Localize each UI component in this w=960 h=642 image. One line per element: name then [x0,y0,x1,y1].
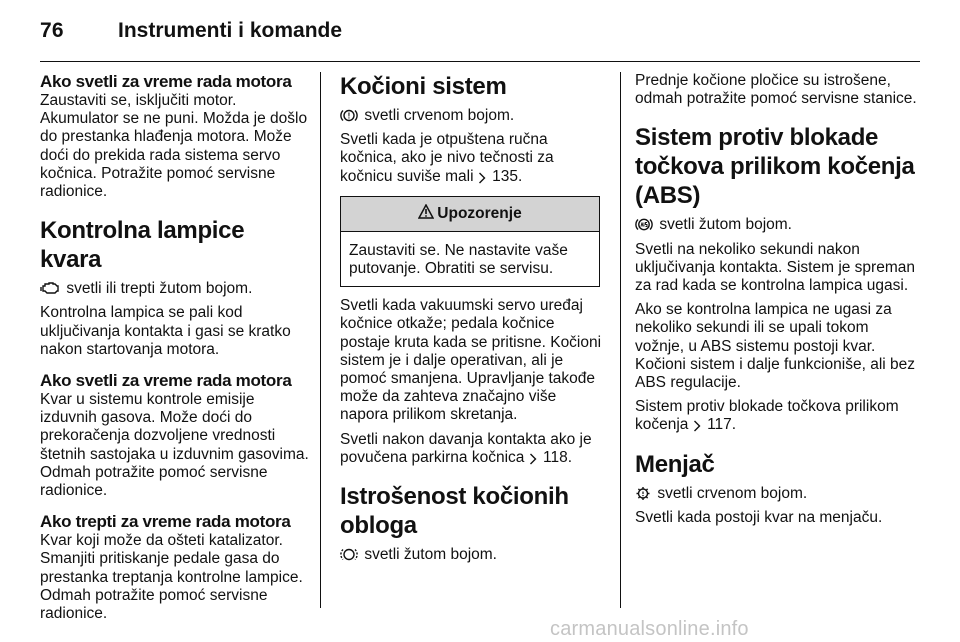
paragraph: Prednje kočione pločice su istrošene, odmah potražite pomoć servisne stanice. [635,72,917,108]
svg-text:!: ! [347,111,351,121]
warning-triangle-icon [418,204,434,224]
chapter-title: Instrumenti i komande [118,19,343,42]
page-reference-icon [478,172,486,184]
intro-text: svetli ili trepti žutom bojom. [66,280,253,298]
warning-box [340,196,600,287]
paragraph: Zaustaviti se, isključiti motor. Akumulator se ne puni. Možda je došlo do prestanka hlađenja motora. Može doći do prekida rada sistema servo kočnica. Potražite pomoć servisne radionice. [40,92,308,201]
column-divider-1 [320,72,321,608]
intro-text: svetli crvenom bojom. [657,484,808,502]
abs-icon [635,217,653,232]
warning-text: Zaustaviti se. Ne nastavite vaše putovanje. Obratiti se servisu. [349,241,568,278]
paragraph: Ako se kontrolna lampica ne ugasi za nekoliko sekundi ili se upali tokom vožnje, u ABS sistemu postoji kvar. Kočioni sistem i dalje funkcioniše, ali bez ABS regulacije. [635,301,915,392]
section-heading-flashes-while-running: Ako trepti za vreme rada motora [40,512,291,532]
paragraph-intro [635,485,920,503]
paragraph [340,131,604,186]
paragraph: Kontrolna lampica se pali kod uključivanja kontakta i gasi se kratko nakon startovanja motora. [40,304,291,358]
paragraph-intro [340,546,604,564]
page-number: 76 [40,19,64,42]
brake-warning-icon [340,108,358,123]
heading-gearbox: Menjač [635,450,715,478]
engine-check-icon [40,281,60,296]
heading-abs: Sistem protiv blokade točkova prilikom kočenja (ABS) [635,124,915,210]
paragraph: Svetli kada vakuumski servo uređaj kočnice otkaže; pedala kočnice postaje kruta kada se pritisne. Kočioni sistem je i dalje operativan, ali je pomoć smanjena. Upravljanje takođe može da zahteva značajno više napora prilikom skretanja. [340,297,602,424]
page-header [40,19,918,49]
paragraph-text: Svetli kada je otpuštena ručna kočnica, ako je nivo tečnosti za kočnicu suviše mali [340,131,554,185]
column-2 [340,72,604,564]
watermark: carmanualsonline.info [550,618,749,640]
paragraph: Svetli na nekoliko sekundi nakon uključivanja kontakta. Sistem je spreman za rad kada se kontrolna lampica ugasi. [635,240,915,295]
paragraph [635,398,920,434]
section-heading-lights-while-running-2: Ako svetli za vreme rada motora [40,371,292,391]
gearbox-warning-icon [635,486,651,501]
page-reference: 117. [707,416,737,434]
brake-pad-wear-icon [340,547,358,562]
column-1 [40,72,310,623]
paragraph-text: Svetli nakon davanja kontakta ako je povučena parkirna kočnica [340,430,592,466]
intro-text: svetli žutom bojom. [364,546,497,564]
column-divider-2 [620,72,621,608]
warning-header [341,197,599,232]
paragraph: Svetli kada postoji kvar na menjaču. [635,508,883,526]
warning-body [341,232,599,286]
paragraph: Kvar koji može da ošteti katalizator. Smanjiti pritiskanje pedale gasa do prestanka treptanja kontrolne lampice. Odmah potražite pomoć servisne radionice. [40,532,303,623]
column-3 [635,72,920,527]
warning-title: Upozorenje [437,204,522,222]
page-reference-icon [529,453,537,465]
section-heading-lights-while-running: Ako svetli za vreme rada motora [40,72,292,91]
heading-malfunction-lamp: Kontrolna lampice kvara [40,217,245,274]
paragraph-intro [40,280,310,298]
heading-brake-pad-wear: Istrošenost kočionih obloga [340,483,569,540]
page-reference: 118. [543,448,573,466]
paragraph-text: Sistem protiv blokade točkova prilikom kočenja [635,398,899,434]
page-reference: 135. [492,167,523,185]
paragraph-intro [635,216,920,234]
page-reference-icon [693,420,701,432]
paragraph-intro [340,107,604,125]
paragraph: Kvar u sistemu kontrole emisije izduvnih gasova. Može doći do prekoračenja dozvoljene vrednosti štetnih sastojaka u izduvnim gasovima. Odmah potražite pomoć servisne radionice. [40,391,309,500]
header-divider [40,61,920,62]
heading-brake-system: Kočioni sistem [340,73,507,100]
intro-text: svetli crvenom bojom. [364,107,515,124]
paragraph [340,431,604,467]
intro-text: svetli žutom bojom. [659,216,792,234]
